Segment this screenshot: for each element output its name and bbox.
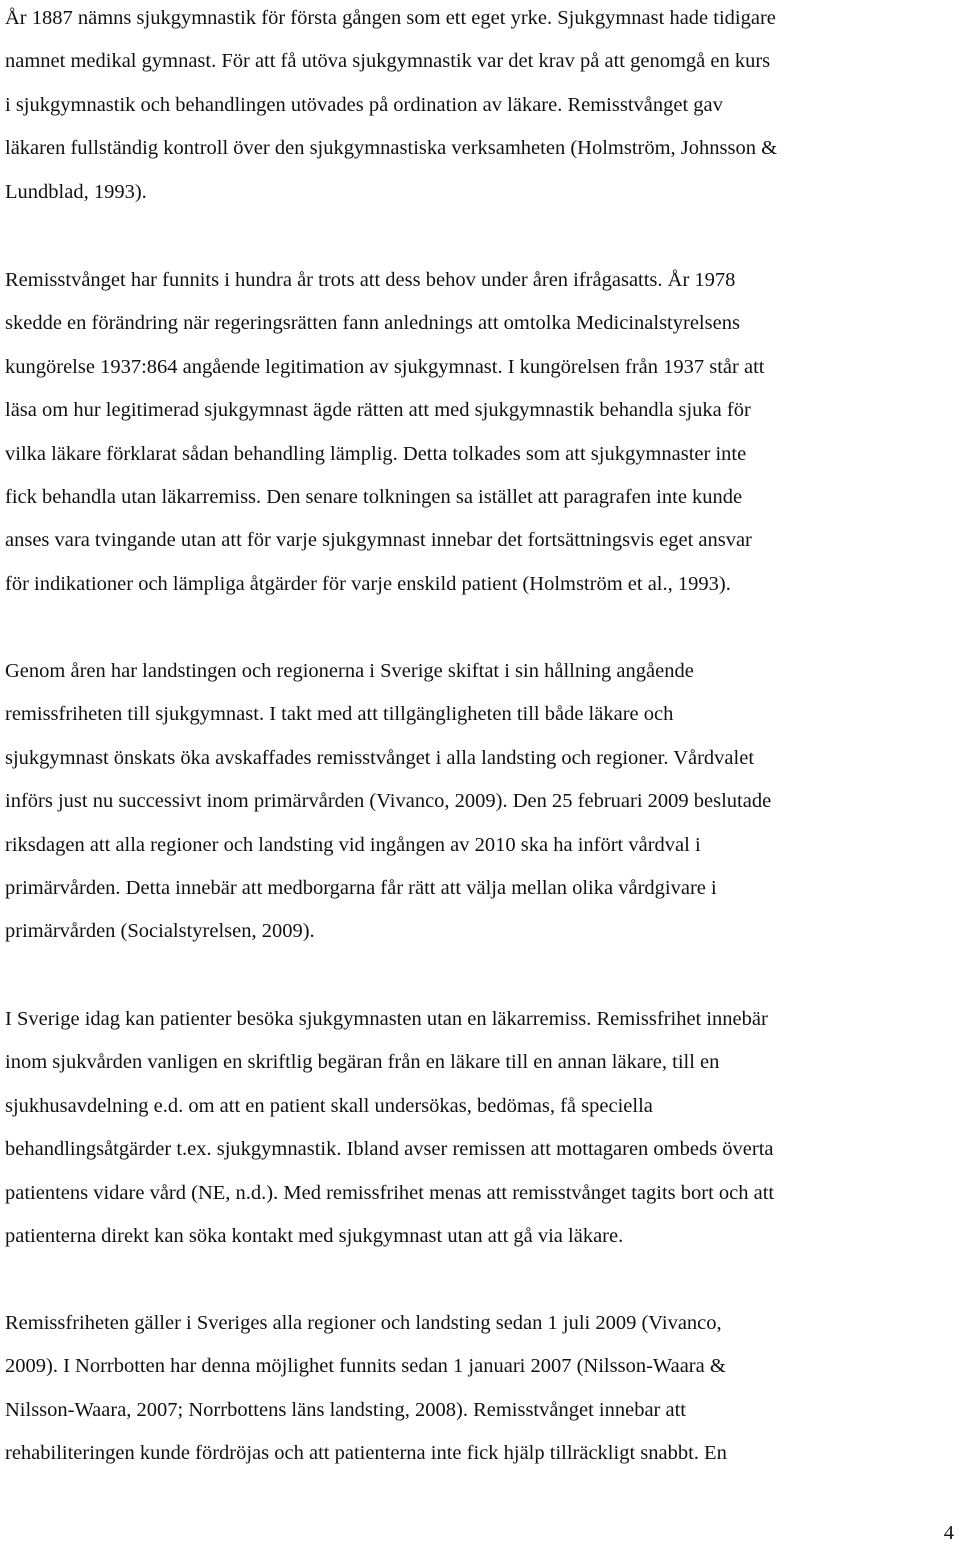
text-line: patientens vidare vård (NE, n.d.). Med remissfrihet menas att remisstvånget tagits bort och att <box>5 1181 775 1204</box>
text-line: sjukhusavdelning e.d. om att en patient skall undersökas, bedömas, få speciella <box>5 1094 653 1117</box>
text-line: patienterna direkt kan söka kontakt med sjukgymnast utan att gå via läkare. <box>5 1225 624 1248</box>
text-line: läkaren fullständig kontroll över den sjukgymnastiska verksamheten (Holmström, Johnsson & <box>5 137 778 160</box>
text-line: för indikationer och lämpliga åtgärder för varje enskild patient (Holmström et al., 1993). <box>5 572 731 595</box>
text-line: Remisstvånget har funnits i hundra år trots att dess behov under åren ifrågasatts. År 1978 <box>5 269 736 291</box>
text-line: År 1887 nämns sjukgymnastik för första gången som ett eget yrke. Sjukgymnast hade tidigare <box>5 7 776 29</box>
text-line: anses vara tvingande utan att för varje sjukgymnast innebar det fortsättningsvis eget ansvar <box>5 529 752 552</box>
text-line: riksdagen att alla regioner och landsting vid ingången av 2010 ska ha infört vårdval i <box>5 833 701 856</box>
text-line: namnet medikal gymnast. För att få utöva sjukgymnastik var det krav på att genomgå en kurs <box>5 50 771 73</box>
text-line: Remissfriheten gäller i Sveriges alla regioner och landsting sedan 1 juli 2009 (Vivanco, <box>5 1312 722 1334</box>
text-line: Lundblad, 1993). <box>5 180 147 203</box>
text-line: Genom åren har landstingen och regionerna i Sverige skiftat i sin hållning angående <box>5 660 694 682</box>
paragraph-referral-freedom <box>5 1302 727 1476</box>
paragraph-today <box>5 998 774 1258</box>
text-line: skedde en förändring när regeringsrätten fann anlednings att omtolka Medicinalstyrelsens <box>5 312 740 335</box>
paragraph-referral-requirement <box>5 259 764 606</box>
text-line: kungörelse 1937:864 angående legitimation av sjukgymnast. I kungörelsen från 1937 står att <box>5 355 765 378</box>
page-number: 4 <box>943 1522 954 1544</box>
text-line: läsa om hur legitimerad sjukgymnast ägde rätten att med sjukgymnastik behandla sjuka för <box>5 399 751 422</box>
text-line: rehabiliteringen kunde fördröjas och att patienterna inte fick hjälp tillräckligt snabbt. En <box>5 1442 727 1465</box>
text-line: remissfriheten till sjukgymnast. I takt med att tillgängligheten till både läkare och <box>5 703 674 726</box>
text-line: införs just nu successivt inom primärvården (Vivanco, 2009). Den 25 februari 2009 beslutade <box>5 790 772 813</box>
text-line: sjukgymnast önskats öka avskaffades remisstvånget i alla landsting och regioner. Vårdvalet <box>5 746 755 769</box>
text-line: vilka läkare förklarat sådan behandling lämplig. Detta tolkades som att sjukgymnaster inte <box>5 442 747 465</box>
text-line: i sjukgymnastik och behandlingen utövades på ordination av läkare. Remisstvånget gav <box>5 93 723 116</box>
text-line: inom sjukvården vanligen en skriftlig begäran från en läkare till en annan läkare, till en <box>5 1051 720 1074</box>
text-line: primärvården. Detta innebär att medborgarna får rätt att välja mellan olika vårdgivare i <box>5 877 717 900</box>
text-line: behandlingsåtgärder t.ex. sjukgymnastik. Ibland avser remissen att mottagaren ombeds överta <box>5 1138 774 1161</box>
text-line: fick behandla utan läkarremiss. Den senare tolkningen sa istället att paragrafen inte kunde <box>5 486 743 509</box>
text-line: primärvården (Socialstyrelsen, 2009). <box>5 920 315 943</box>
text-line: Nilsson-Waara, 2007; Norrbottens läns landsting, 2008). Remisstvånget innebar att <box>5 1398 686 1421</box>
paragraph-regions <box>5 650 771 954</box>
text-line: 2009). I Norrbotten har denna möjlighet funnits sedan 1 januari 2007 (Nilsson-Waara & <box>5 1355 726 1378</box>
paragraph-history <box>5 0 777 214</box>
text-line: I Sverige idag kan patienter besöka sjukgymnasten utan en läkarremiss. Remissfrihet innebär <box>5 1008 768 1030</box>
